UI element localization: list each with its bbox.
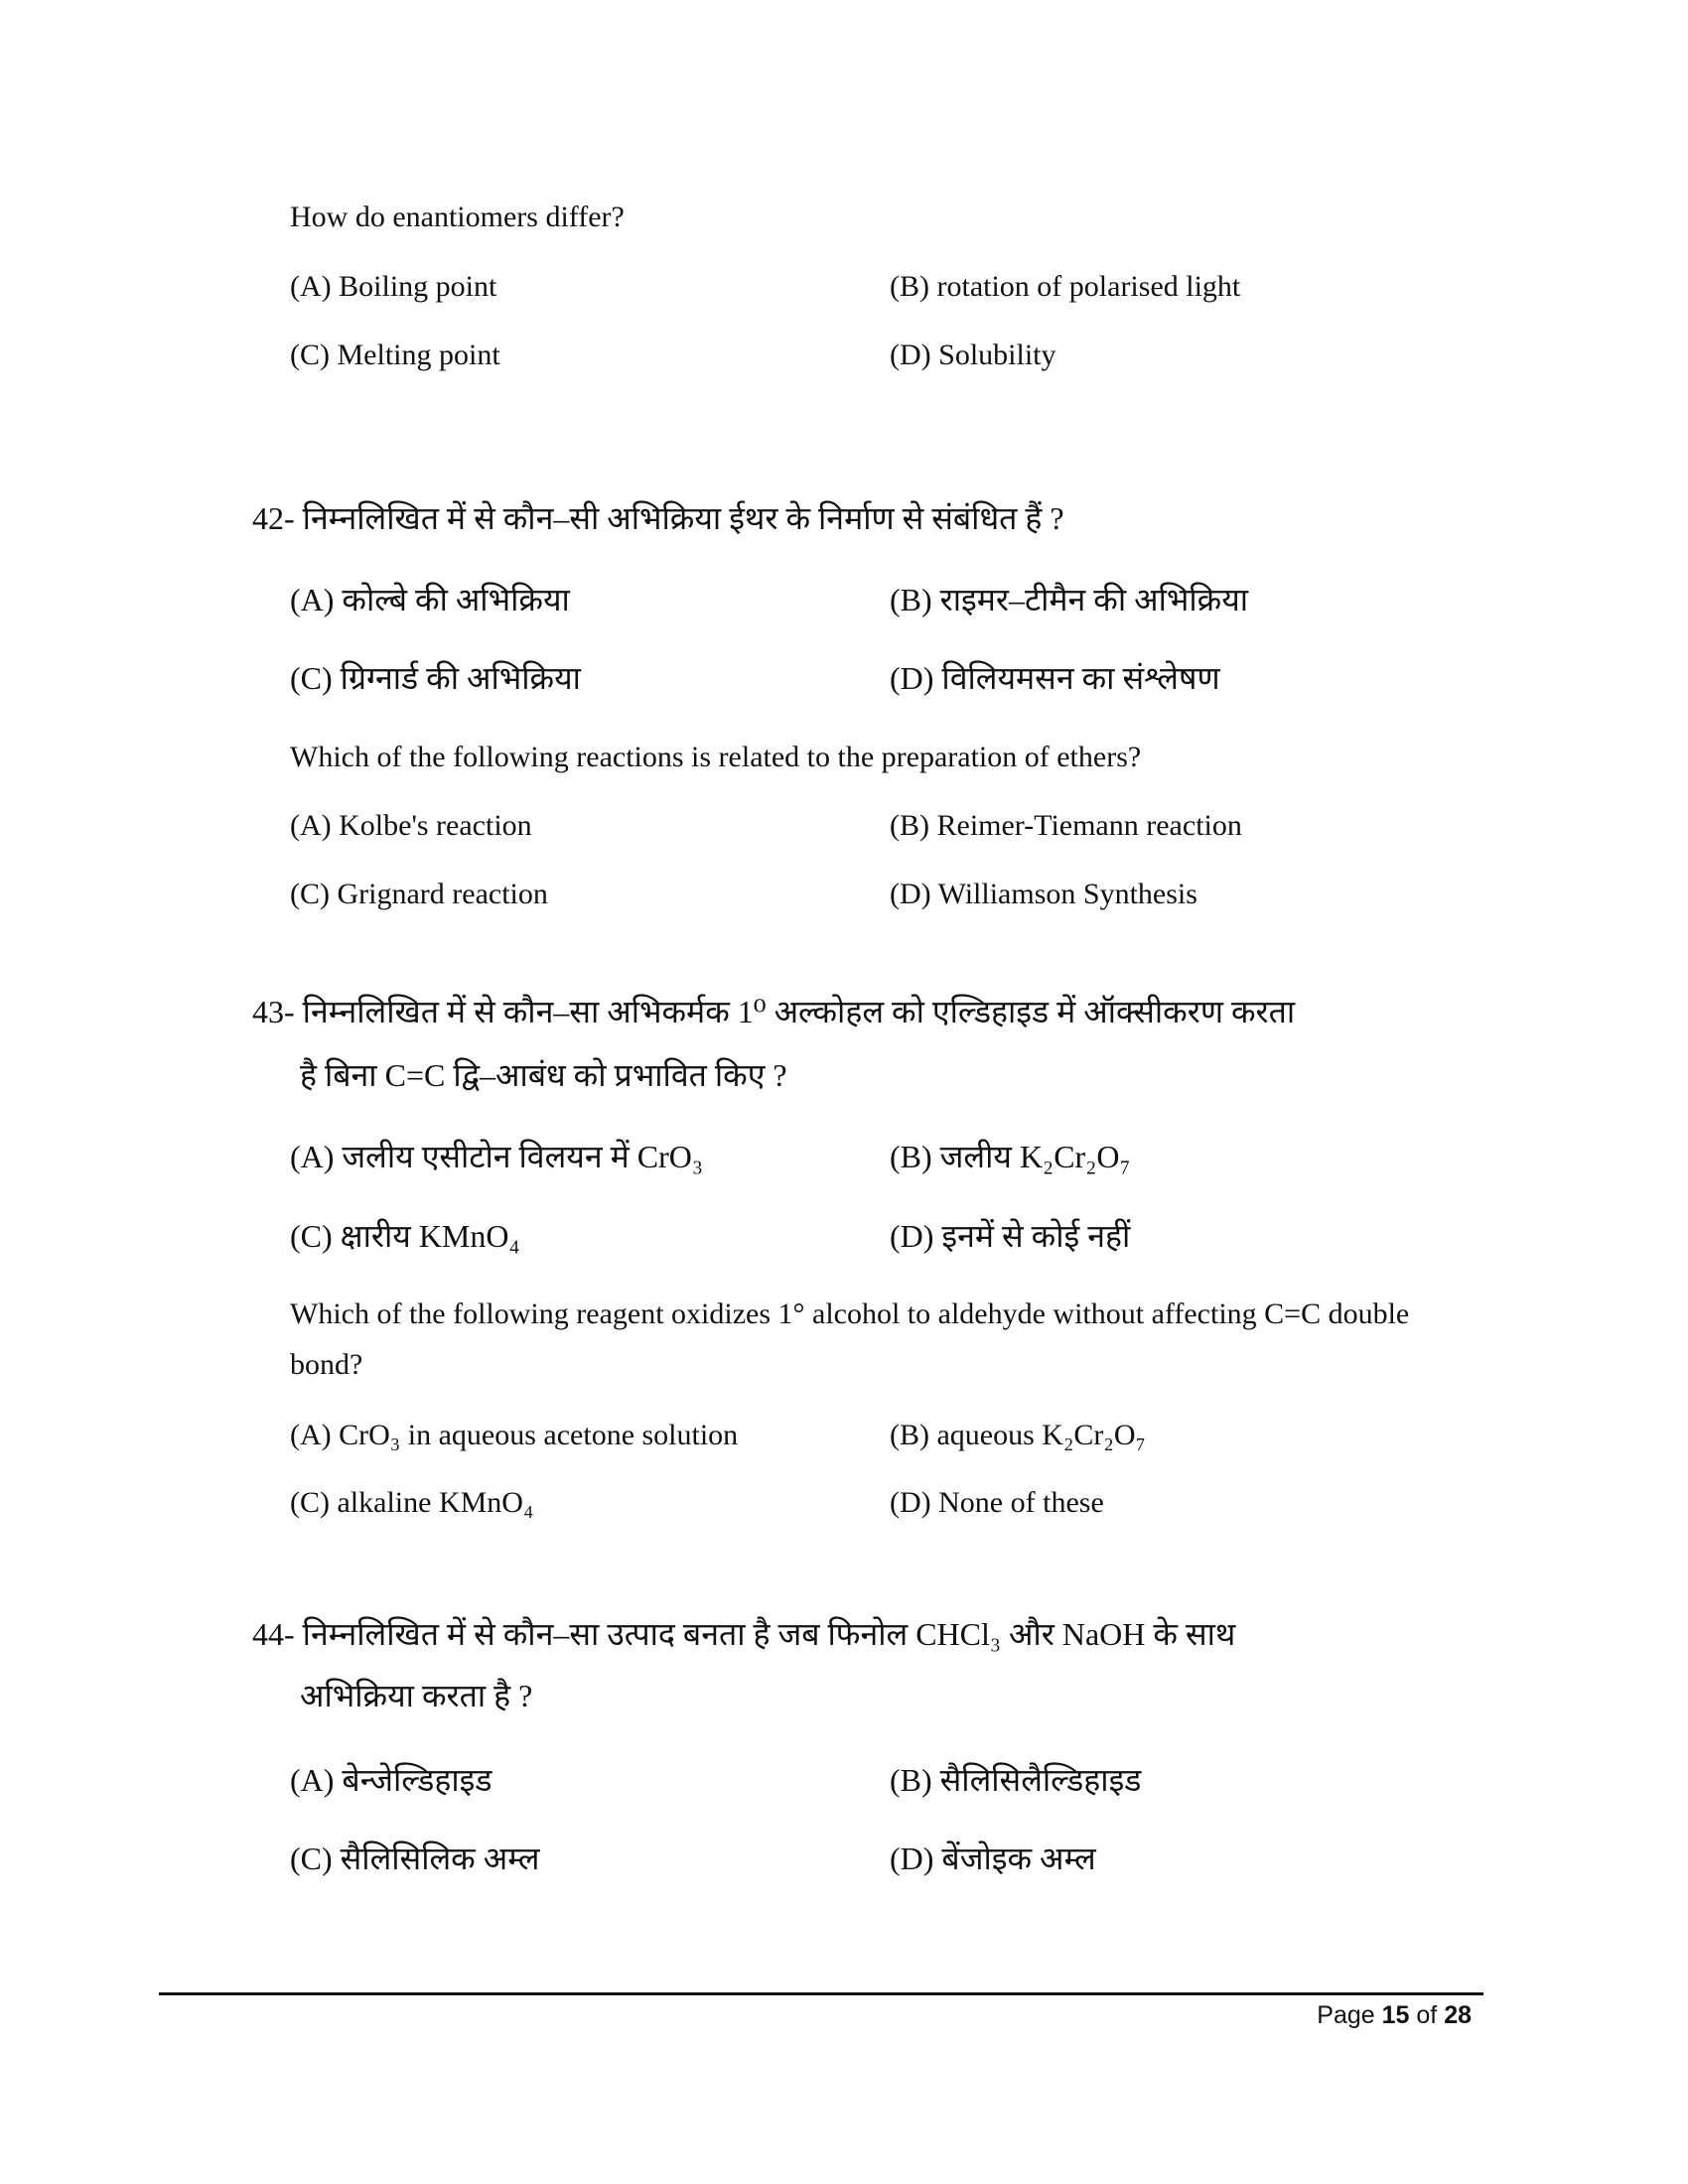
question-text-hi-line1: 43- निम्नलिखित में से कौन–सा अभिकर्मक 1⁰ अल्कोहल को एल्डिहाइड में ऑक्सीकरण करता — [252, 994, 1296, 1029]
option-c: (C) Melting point — [290, 339, 500, 371]
option-c-hi: (C) क्षारीय KMnO₄ — [290, 1218, 520, 1254]
option-c: (C) alkaline KMnO₄ — [290, 1486, 534, 1519]
option-b-hi: (B) राइमर–टीमैन की अभिक्रिया — [890, 582, 1249, 617]
option-c-hi: (C) सैलिसिलिक अम्ल — [290, 1841, 540, 1876]
option-b: (B) Reimer-Tiemann reaction — [890, 809, 1242, 842]
question-text-hi-line1: 44- निम्नलिखित में से कौन–सा उत्पाद बनता है जब फिनोल CHCl₃ और NaOH के साथ — [252, 1616, 1236, 1652]
option-b: (B) aqueous K₂Cr₂O₇ — [890, 1419, 1147, 1451]
question-text-hi-line2: है बिना C=C द्वि–आबंध को प्रभावित किए ? — [300, 1057, 787, 1093]
question-text-en-line2: bond? — [290, 1348, 363, 1381]
option-c: (C) Grignard reaction — [290, 878, 548, 910]
page-total: 28 — [1444, 2001, 1472, 2029]
option-d-hi: (D) बेंजोइक अम्ल — [890, 1841, 1096, 1876]
option-a-hi: (A) बेन्जेल्डिहाइड — [290, 1762, 492, 1798]
question-text-hi-line2: अभिक्रिया करता है ? — [300, 1678, 533, 1713]
option-a: (A) CrO₃ in aqueous acetone solution — [290, 1419, 739, 1451]
option-b: (B) rotation of polarised light — [890, 270, 1241, 303]
question-text-hi: 42- निम्नलिखित में से कौन–सी अभिक्रिया ईथर के निर्माण से संबंधित हैं ? — [252, 500, 1064, 536]
page-mid: of — [1409, 2001, 1445, 2029]
option-d-hi: (D) इनमें से कोई नहीं — [890, 1218, 1131, 1254]
option-d: (D) None of these — [890, 1486, 1104, 1519]
option-a-hi: (A) जलीय एसीटोन विलयन में CrO₃ — [290, 1139, 704, 1174]
question-text-en: Which of the following reactions is related to the preparation of ethers? — [290, 741, 1142, 773]
question-text-en-line1: Which of the following reagent oxidizes 1° alcohol to aldehyde without affecting C=C double — [290, 1297, 1410, 1330]
option-d: (D) Solubility — [890, 339, 1056, 371]
question-text-en: How do enantiomers differ? — [290, 201, 625, 233]
option-a-hi: (A) कोल्बे की अभिक्रिया — [290, 582, 570, 617]
option-b-hi: (B) जलीय K₂Cr₂O₇ — [890, 1139, 1131, 1174]
option-a: (A) Boiling point — [290, 270, 497, 303]
option-a: (A) Kolbe's reaction — [290, 809, 532, 842]
page-prefix: Page — [1317, 2001, 1382, 2029]
page-number — [1317, 2001, 1472, 2030]
option-c-hi: (C) ग्रिग्नार्ड की अभिक्रिया — [290, 660, 581, 696]
page-current: 15 — [1381, 2001, 1410, 2029]
option-b-hi: (B) सैलिसिलैल्डिहाइड — [890, 1762, 1142, 1798]
option-d-hi: (D) विलियमसन का संश्लेषण — [890, 660, 1220, 696]
option-d: (D) Williamson Synthesis — [890, 878, 1197, 910]
footer-divider — [159, 1992, 1483, 1995]
